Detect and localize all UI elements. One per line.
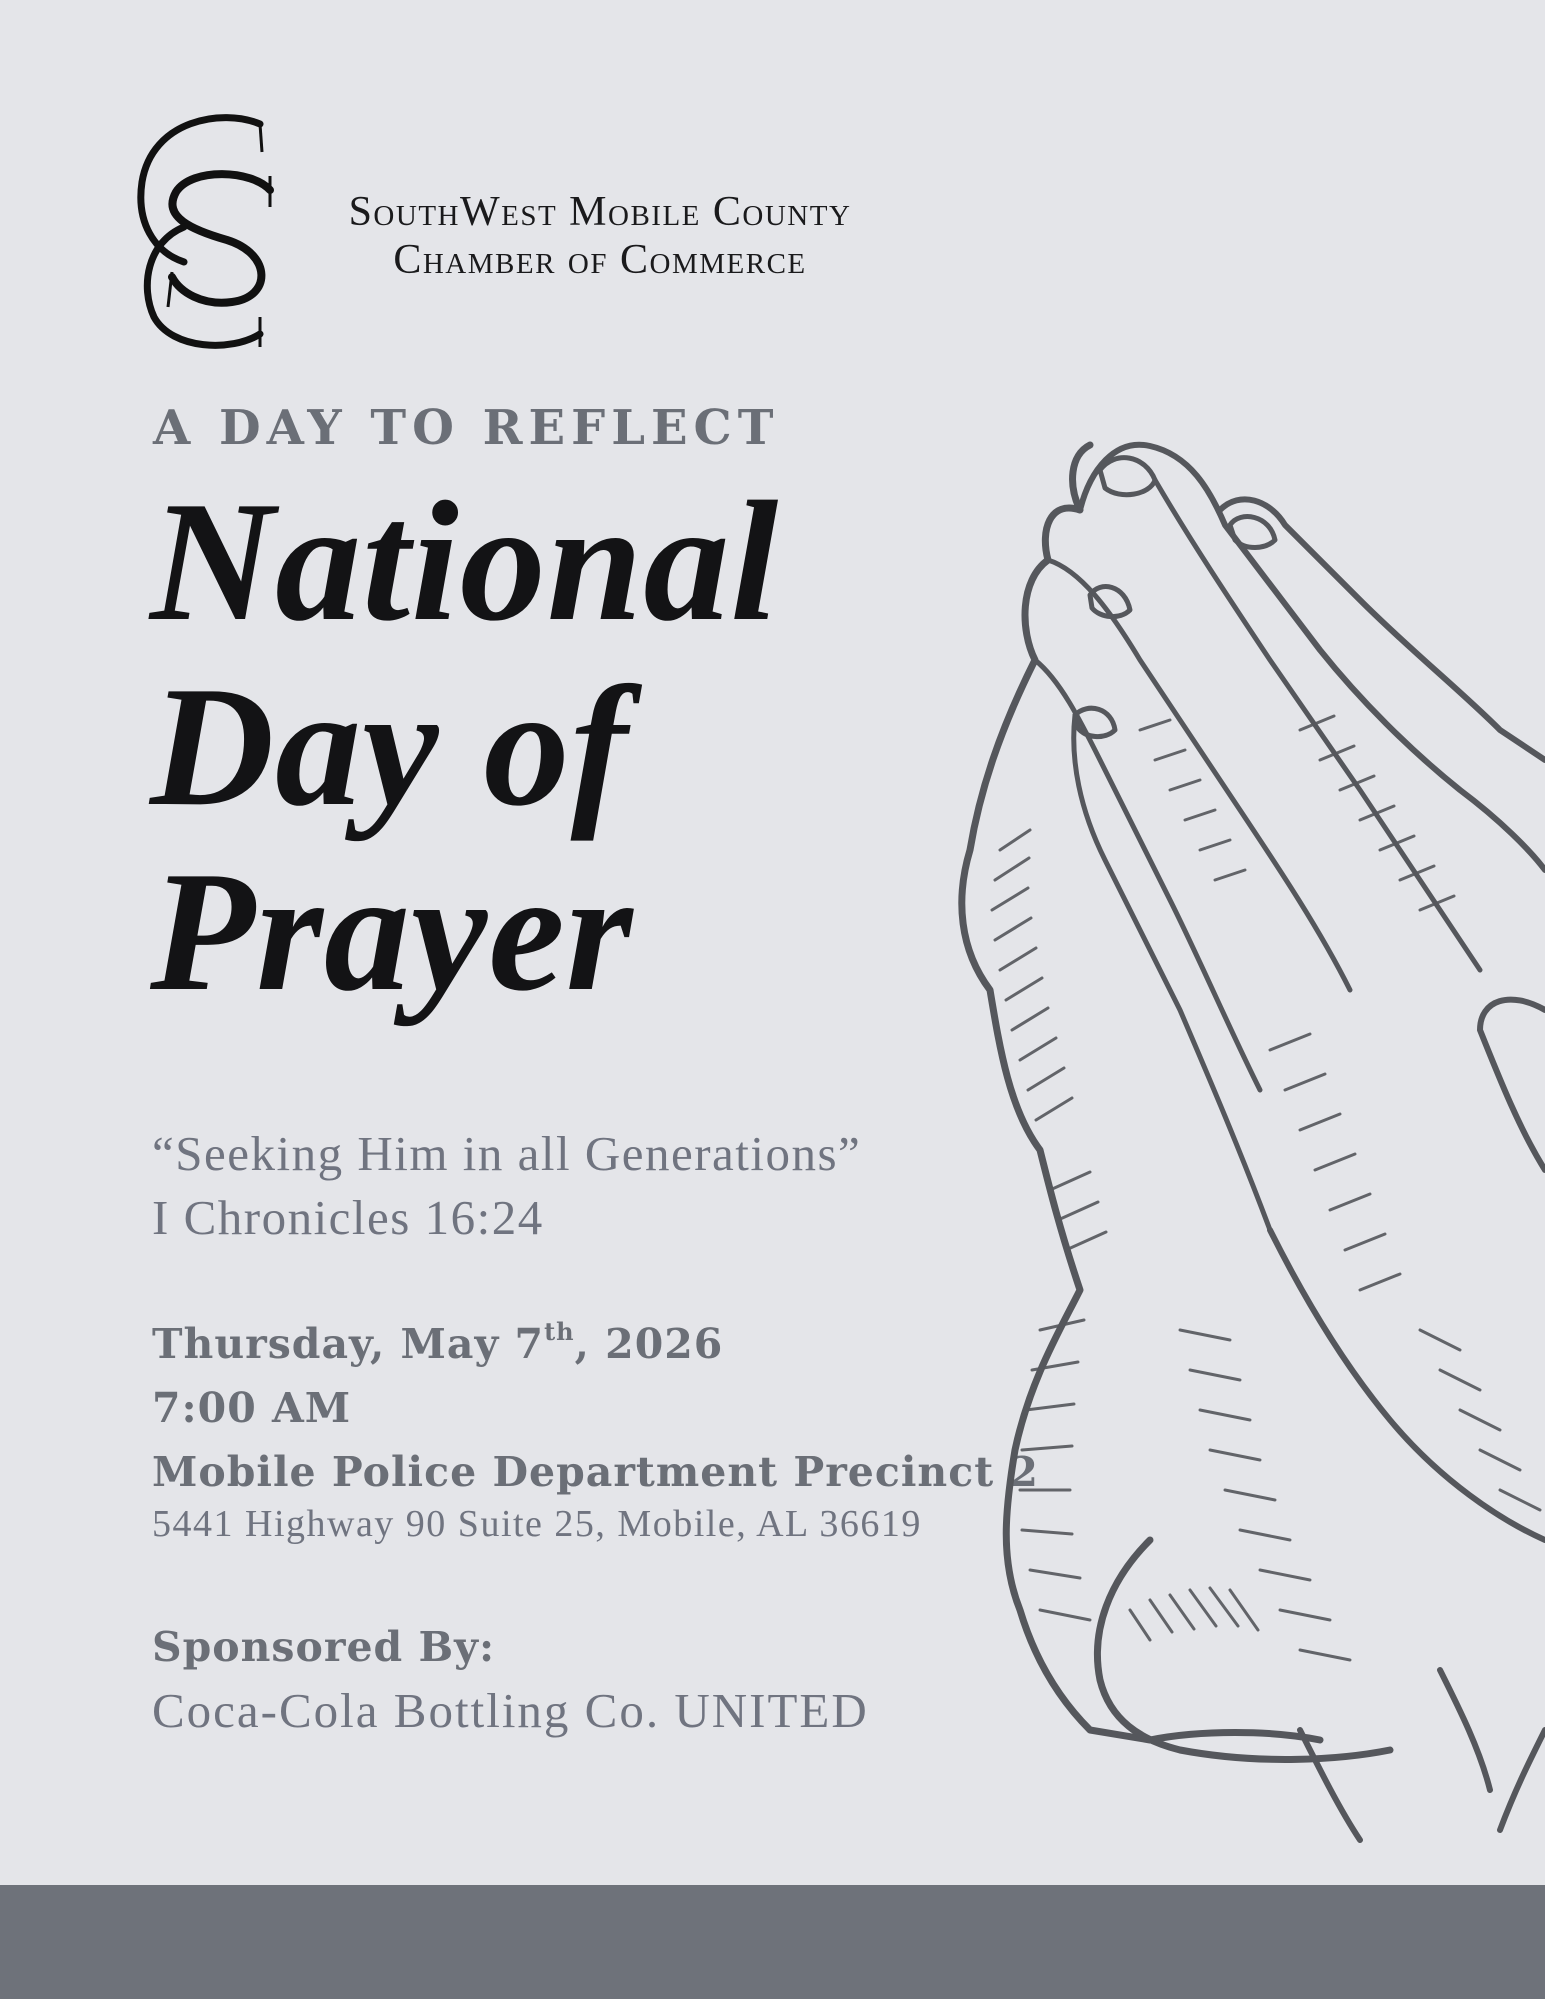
event-time: 7:00 AM: [152, 1384, 352, 1432]
title-line-3: Prayer: [150, 837, 634, 1027]
event-date: [152, 1312, 1039, 1376]
date-ordinal-suffix: th: [544, 1317, 575, 1346]
theme-quote: “Seeking Him in all Generations”: [152, 1126, 862, 1181]
sponsor-name: Coca-Cola Bottling Co. UNITED: [152, 1683, 869, 1738]
praying-hands-icon: [940, 430, 1545, 1890]
csc-monogram-icon: [132, 112, 282, 352]
kicker-heading: A DAY TO REFLECT: [153, 400, 780, 456]
event-title: [150, 467, 970, 1027]
sponsor-label: Sponsored By:: [152, 1623, 496, 1671]
org-name-line-1: SouthWest Mobile County: [348, 189, 852, 235]
event-address: 5441 Highway 90 Suite 25, Mobile, AL 36619: [152, 1503, 922, 1545]
org-name-line-2: Chamber of Commerce: [393, 237, 807, 283]
title-line-2: Day of: [150, 652, 629, 842]
sponsor-block: [152, 1615, 869, 1743]
event-date-main: Thursday, May 7: [152, 1320, 545, 1368]
scripture-reference: I Chronicles 16:24: [152, 1190, 544, 1245]
event-details: [152, 1312, 1039, 1548]
theme-quote-block: [152, 1122, 861, 1250]
event-date-year: , 2026: [574, 1320, 724, 1368]
title-line-1: National: [150, 467, 780, 657]
event-venue: Mobile Police Department Precinct 2: [152, 1448, 1039, 1496]
footer-bar: [0, 1885, 1545, 1999]
